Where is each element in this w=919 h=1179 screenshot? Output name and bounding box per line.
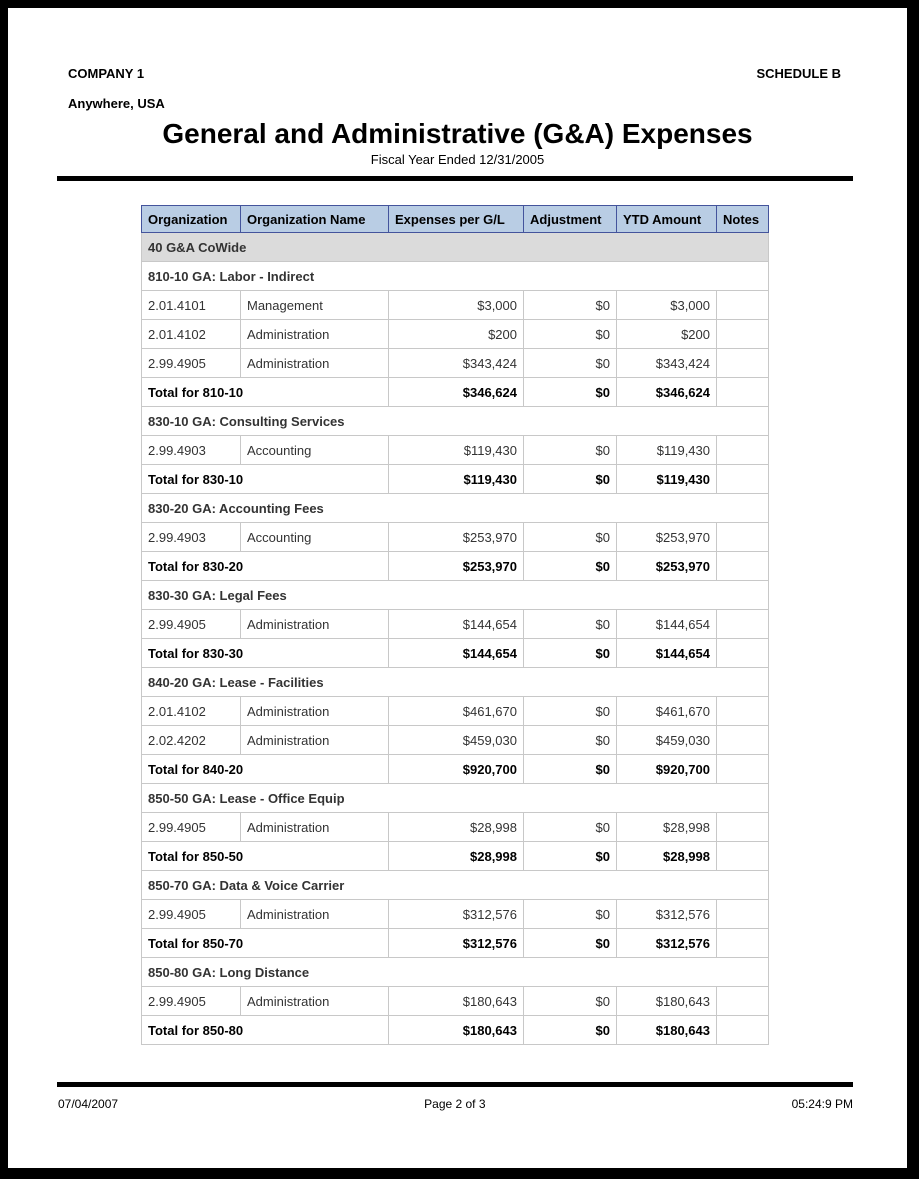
- adjustment-cell: $0: [524, 610, 617, 639]
- footer-rule: [57, 1082, 853, 1087]
- section-header-row: [142, 668, 769, 697]
- total-notes-cell: [717, 755, 769, 784]
- section-header-row: [142, 494, 769, 523]
- total-ytd-cell: $119,430: [617, 465, 717, 494]
- footer-time: 05:24:9 PM: [791, 1097, 853, 1111]
- ytd-amount-cell: $144,654: [617, 610, 717, 639]
- table-row: [142, 900, 769, 929]
- adjustment-cell: $0: [524, 320, 617, 349]
- org-cell: 2.99.4905: [142, 813, 241, 842]
- table-row: [142, 523, 769, 552]
- adjustment-cell: $0: [524, 987, 617, 1016]
- total-label-cell: Total for 830-10: [142, 465, 389, 494]
- notes-cell: [717, 900, 769, 929]
- table-row: [142, 697, 769, 726]
- section-header-cell: 850-70 GA: Data & Voice Carrier: [142, 871, 769, 900]
- notes-cell: [717, 523, 769, 552]
- total-notes-cell: [717, 1016, 769, 1045]
- total-row: [142, 842, 769, 871]
- total-expenses-cell: $312,576: [389, 929, 524, 958]
- company-name: COMPANY 1: [68, 66, 145, 81]
- total-label-cell: Total for 850-70: [142, 929, 389, 958]
- column-header-4: YTD Amount: [617, 206, 717, 233]
- section-header-row: [142, 262, 769, 291]
- total-expenses-cell: $180,643: [389, 1016, 524, 1045]
- total-notes-cell: [717, 378, 769, 407]
- org-cell: 2.02.4202: [142, 726, 241, 755]
- org-name-cell: Administration: [241, 697, 389, 726]
- ytd-amount-cell: $461,670: [617, 697, 717, 726]
- total-adjustment-cell: $0: [524, 755, 617, 784]
- total-expenses-cell: $253,970: [389, 552, 524, 581]
- total-ytd-cell: $180,643: [617, 1016, 717, 1045]
- org-name-cell: Administration: [241, 610, 389, 639]
- total-ytd-cell: $346,624: [617, 378, 717, 407]
- org-name-cell: Management: [241, 291, 389, 320]
- org-cell: 2.99.4905: [142, 349, 241, 378]
- company-location: Anywhere, USA: [68, 96, 165, 111]
- section-header-row: [142, 871, 769, 900]
- org-name-cell: Accounting: [241, 436, 389, 465]
- adjustment-cell: $0: [524, 697, 617, 726]
- total-row: [142, 639, 769, 668]
- org-cell: 2.01.4102: [142, 320, 241, 349]
- column-header-3: Adjustment: [524, 206, 617, 233]
- ytd-amount-cell: $459,030: [617, 726, 717, 755]
- total-label-cell: Total for 850-50: [142, 842, 389, 871]
- total-label-cell: Total for 830-20: [142, 552, 389, 581]
- org-cell: 2.01.4102: [142, 697, 241, 726]
- org-name-cell: Administration: [241, 726, 389, 755]
- total-label-cell: Total for 830-30: [142, 639, 389, 668]
- column-header-5: Notes: [717, 206, 769, 233]
- adjustment-cell: $0: [524, 900, 617, 929]
- ytd-amount-cell: $180,643: [617, 987, 717, 1016]
- total-row: [142, 552, 769, 581]
- notes-cell: [717, 726, 769, 755]
- org-name-cell: Accounting: [241, 523, 389, 552]
- org-cell: 2.99.4905: [142, 987, 241, 1016]
- notes-cell: [717, 291, 769, 320]
- org-cell: 2.01.4101: [142, 291, 241, 320]
- table-row: [142, 726, 769, 755]
- ytd-amount-cell: $312,576: [617, 900, 717, 929]
- section-header-cell: 840-20 GA: Lease - Facilities: [142, 668, 769, 697]
- expenses-cell: $461,670: [389, 697, 524, 726]
- notes-cell: [717, 349, 769, 378]
- corp-row: [68, 66, 841, 81]
- total-expenses-cell: $346,624: [389, 378, 524, 407]
- footer-date: 07/04/2007: [58, 1097, 119, 1111]
- total-adjustment-cell: $0: [524, 378, 617, 407]
- column-header-2: Expenses per G/L: [389, 206, 524, 233]
- table-body: [142, 233, 769, 1045]
- org-name-cell: Administration: [241, 349, 389, 378]
- ytd-amount-cell: $28,998: [617, 813, 717, 842]
- total-row: [142, 755, 769, 784]
- org-name-cell: Administration: [241, 987, 389, 1016]
- org-name-cell: Administration: [241, 320, 389, 349]
- adjustment-cell: $0: [524, 291, 617, 320]
- total-notes-cell: [717, 929, 769, 958]
- ytd-amount-cell: $343,424: [617, 349, 717, 378]
- total-notes-cell: [717, 552, 769, 581]
- expenses-cell: $312,576: [389, 900, 524, 929]
- notes-cell: [717, 610, 769, 639]
- ytd-amount-cell: $119,430: [617, 436, 717, 465]
- column-header-0: Organization: [142, 206, 241, 233]
- total-adjustment-cell: $0: [524, 929, 617, 958]
- total-adjustment-cell: $0: [524, 842, 617, 871]
- table-row: [142, 813, 769, 842]
- total-notes-cell: [717, 842, 769, 871]
- total-adjustment-cell: $0: [524, 552, 617, 581]
- adjustment-cell: $0: [524, 436, 617, 465]
- total-row: [142, 1016, 769, 1045]
- adjustment-cell: $0: [524, 349, 617, 378]
- total-expenses-cell: $119,430: [389, 465, 524, 494]
- expenses-cell: $253,970: [389, 523, 524, 552]
- total-expenses-cell: $920,700: [389, 755, 524, 784]
- org-cell: 2.99.4905: [142, 610, 241, 639]
- expenses-cell: $28,998: [389, 813, 524, 842]
- notes-cell: [717, 813, 769, 842]
- total-row: [142, 929, 769, 958]
- total-row: [142, 465, 769, 494]
- total-adjustment-cell: $0: [524, 639, 617, 668]
- expenses-cell: $3,000: [389, 291, 524, 320]
- expense-table: [141, 205, 769, 1045]
- total-ytd-cell: $253,970: [617, 552, 717, 581]
- notes-cell: [717, 987, 769, 1016]
- expenses-cell: $343,424: [389, 349, 524, 378]
- total-label-cell: Total for 810-10: [142, 378, 389, 407]
- ytd-amount-cell: $200: [617, 320, 717, 349]
- section-header-cell: 850-50 GA: Lease - Office Equip: [142, 784, 769, 813]
- expenses-cell: $144,654: [389, 610, 524, 639]
- section-header-row: [142, 581, 769, 610]
- footer-page-number: Page 2 of 3: [424, 1097, 486, 1111]
- total-expenses-cell: $28,998: [389, 842, 524, 871]
- adjustment-cell: $0: [524, 523, 617, 552]
- report-subtitle: Fiscal Year Ended 12/31/2005: [370, 152, 545, 167]
- table-row: [142, 610, 769, 639]
- group-header-row: [142, 233, 769, 262]
- report-page: [8, 8, 907, 1168]
- schedule-label: SCHEDULE B: [756, 66, 841, 81]
- total-ytd-cell: $28,998: [617, 842, 717, 871]
- ytd-amount-cell: $253,970: [617, 523, 717, 552]
- section-header-cell: 830-30 GA: Legal Fees: [142, 581, 769, 610]
- total-row: [142, 378, 769, 407]
- total-notes-cell: [717, 465, 769, 494]
- org-name-cell: Administration: [241, 900, 389, 929]
- ytd-amount-cell: $3,000: [617, 291, 717, 320]
- org-cell: 2.99.4905: [142, 900, 241, 929]
- table-row: [142, 349, 769, 378]
- total-adjustment-cell: $0: [524, 465, 617, 494]
- table-row: [142, 987, 769, 1016]
- section-header-row: [142, 407, 769, 436]
- page-footer: [58, 1097, 853, 1111]
- total-ytd-cell: $312,576: [617, 929, 717, 958]
- table-row: [142, 320, 769, 349]
- total-adjustment-cell: $0: [524, 1016, 617, 1045]
- column-header-1: Organization Name: [241, 206, 389, 233]
- total-notes-cell: [717, 639, 769, 668]
- section-header-cell: 810-10 GA: Labor - Indirect: [142, 262, 769, 291]
- adjustment-cell: $0: [524, 813, 617, 842]
- section-header-cell: 850-80 GA: Long Distance: [142, 958, 769, 987]
- section-header-cell: 830-10 GA: Consulting Services: [142, 407, 769, 436]
- notes-cell: [717, 320, 769, 349]
- table-header-row: [142, 206, 769, 233]
- expenses-cell: $459,030: [389, 726, 524, 755]
- section-header-row: [142, 784, 769, 813]
- total-ytd-cell: $920,700: [617, 755, 717, 784]
- expenses-cell: $180,643: [389, 987, 524, 1016]
- section-header-row: [142, 958, 769, 987]
- expenses-cell: $200: [389, 320, 524, 349]
- total-ytd-cell: $144,654: [617, 639, 717, 668]
- org-cell: 2.99.4903: [142, 523, 241, 552]
- notes-cell: [717, 697, 769, 726]
- total-expenses-cell: $144,654: [389, 639, 524, 668]
- header-rule: [57, 176, 853, 181]
- table-row: [142, 436, 769, 465]
- org-cell: 2.99.4903: [142, 436, 241, 465]
- group-header-cell: 40 G&A CoWide: [142, 233, 769, 262]
- expenses-cell: $119,430: [389, 436, 524, 465]
- total-label-cell: Total for 840-20: [142, 755, 389, 784]
- org-name-cell: Administration: [241, 813, 389, 842]
- report-title: General and Administrative (G&A) Expenses: [162, 118, 753, 149]
- section-header-cell: 830-20 GA: Accounting Fees: [142, 494, 769, 523]
- total-label-cell: Total for 850-80: [142, 1016, 389, 1045]
- adjustment-cell: $0: [524, 726, 617, 755]
- table-row: [142, 291, 769, 320]
- notes-cell: [717, 436, 769, 465]
